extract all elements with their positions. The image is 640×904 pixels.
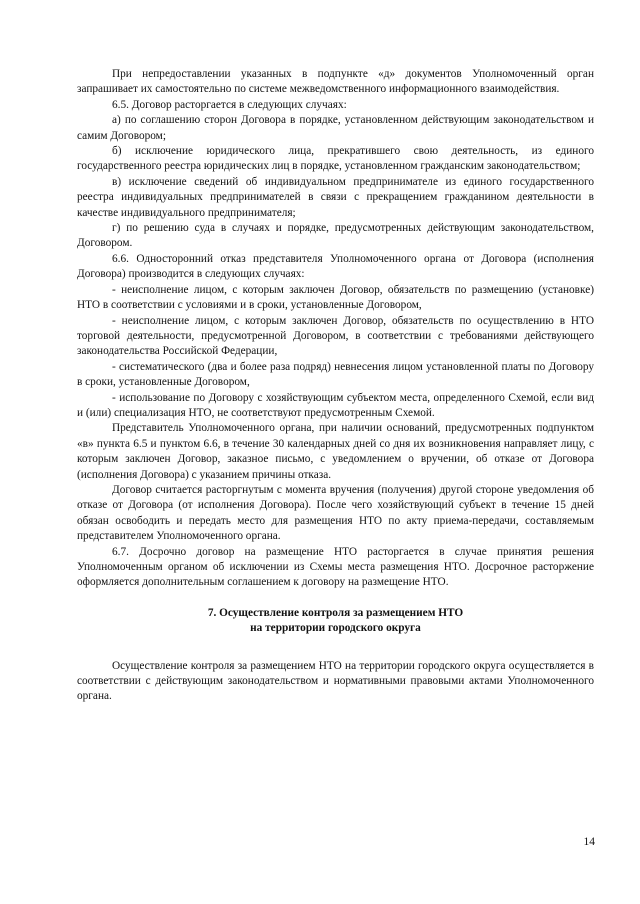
paragraph-6-6: 6.6. Односторонний отказ представителя Уполномоченного органа от Договора (исполнения Договора) производится в следующих случаях: [77,252,594,281]
section-7-title-line-2: на территории городского округа [250,622,421,635]
paragraph-representative-notice: Представитель Уполномоченного органа, при наличии оснований, предусмотренных подпунктом «в» пункта 6.5 и пунктом 6.6, в течение 30 календарных дней со дня их возникновения направляет лицу, с которым заключен Договор, заказное письмо, с уведомлением о вручении, об отказе от Договора (исполнения Договора) с указанием причины отказа. [77,422,594,481]
section-7-paragraph: Осуществление контроля за размещением НТО на территории городского округа осуществляется в соответствии с действующим законодательством и нормативными правовыми актами Уполномоченного органа. [77,659,594,703]
paragraph-6-5: 6.5. Договор расторгается в следующих случаях: [112,98,347,111]
section-7-heading [77,606,594,637]
section-7-title-line-1: 7. Осуществление контроля за размещением НТО [207,606,464,619]
paragraph-6-6-item-4: - использование по Договору с хозяйствующим субъектом места, определенного Схемой, если вид и (или) специализация НТО, не соответствуют предусмотренным Схемой. [77,391,594,419]
paragraph-6-6-item-1: - неисполнение лицом, с которым заключен Договор, обязательств по размещению (установке) НТО в соответствии с условиями и в сроки, установленные Договором, [77,283,594,312]
paragraph-contract-terminated: Договор считается расторгнутым с момента вручения (получения) другой стороне уведомления об отказе от Договора (от исполнения Договора). После чего хозяйствующий субъект в течение 15 дней обязан освободить и передать место для размещения НТО по акту приема-передачи, составляемым представителем Уполномоченного органа. [77,483,594,543]
paragraph-6-6-item-3: - систематического (два и более раза подряд) невнесения лицом установленной платы по Договору в сроки, установленные Договором, [77,360,594,389]
paragraph-6-5-v: в) исключение сведений об индивидуальном предпринимателе из единого государственного реестра индивидуальных предпринимателей в связи с прекращением гражданином деятельности в качестве индивидуального предпринимателя; [77,175,594,219]
paragraph-6-6-item-2: - неисполнение лицом, с которым заключен Договор, обязательств по осуществлению в НТО торговой деятельности, предусмотренной Договором, в соответствии с требованиями действующего законодательства Российской Федерации, [77,314,594,358]
document-page [77,67,594,705]
page-number: 14 [583,836,595,848]
paragraph-6-5-g: г) по решению суда в случаях и порядке, предусмотренных действующим законодательством, Договором. [77,222,594,250]
paragraph-6-7: 6.7. Досрочно договор на размещение НТО расторгается в случае принятия решения Уполномоченным органом об исключении из Схемы места размещения НТО. Досрочное расторжение оформляется дополнительным соглашением к договору на размещение НТО. [77,545,594,589]
paragraph-6-5-a: а) по соглашению сторон Договора в порядке, установленном действующим законодательством и самим Договором; [77,114,594,142]
paragraph-6-5-b: б) исключение юридического лица, прекратившего свою деятельность, из единого государственного реестра юридических лиц в порядке, установленном гражданским законодательством; [77,145,594,173]
paragraph-documents-request: При непредоставлении указанных в подпункте «д» документов Уполномоченный орган запрашивает их самостоятельно по системе межведомственного информационного взаимодействия. [77,68,594,96]
